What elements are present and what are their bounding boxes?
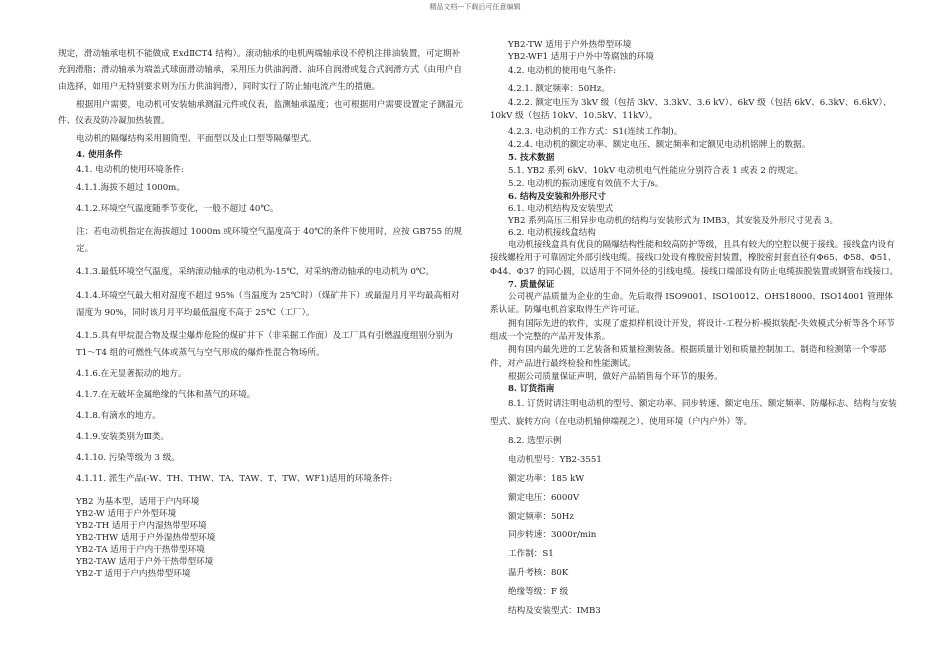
- paragraph: YB2-W 适用于户外型环境: [76, 508, 177, 519]
- paragraph: 拥有国际先进的软件，实现了虚拟样机设计开发，将设计-工程分析-模拟装配-失效模式分析等各个环节组成一个完整的产品开发体系。: [490, 318, 895, 342]
- paragraph: 4.2.3. 电动机的工作方式：S1(连续工作制)。: [508, 126, 683, 137]
- paragraph: YB2-T 适用于户内热带型环境: [76, 568, 191, 579]
- paragraph: 4.1.8.有滴水的地方。: [76, 411, 161, 422]
- section-heading: 5. 技术数据: [508, 152, 555, 163]
- section-heading: 8. 订货指南: [508, 383, 555, 394]
- paragraph: 注：若电动机指定在海拔超过 1000m 或环境空气温度高于 40℃的条件下使用时，应按 GB755 的规定。: [76, 227, 462, 255]
- paragraph: 4.1.11. 派生产品(-W、TH、THW、TA、TAW、T、TW、WF1)适用的环境条件:: [76, 473, 393, 484]
- paragraph: 温升考核：80K: [508, 568, 569, 579]
- paragraph: 电动机的隔爆结构采用圆筒型、平面型以及止口型等隔爆型式。: [76, 133, 317, 144]
- paragraph: 5.1. YB2 系列 6kV、10kV 电动机电气性能应分别符合表 1 或表 2 的规定。: [508, 165, 803, 176]
- paragraph: 4.1.10. 污染等级为 3 级。: [76, 452, 180, 463]
- paragraph: 4.1.4.环境空气最大相对湿度不超过 95%（当温度为 25℃时）（煤矿井下）或最湿月月平均最高相对湿度为 90%，同时该月月平均最低温度不高于 25℃（工厂）。: [76, 290, 460, 318]
- paragraph: 4.1.5.具有甲烷混合物及煤尘爆炸危险的煤矿井下（非采掘工作面）及工厂具有引燃温度组别分别为 T1～T4 组的可燃性气体或蒸气与空气形成的爆炸性混合物场所。: [76, 331, 453, 359]
- paragraph: 4.1.1.海拔不超过 1000m。: [76, 183, 185, 194]
- paragraph: 4.1.3.最低环境空气温度，采纳滚动轴承的电动机为-15℃，对采纳滑动轴承的电动机为 0℃。: [76, 267, 435, 278]
- paragraph: 4.2.2. 额定电压为 3kV 级（包括 3kV、3.3kV、3.6 kV）、6kV 级（包括 6kV、6.3kV、6.6kV）、10kV 级（包括 10kV、10.5kV、11kV）。: [490, 98, 892, 122]
- paragraph: 6.1. 电动机结构及安装型式: [508, 203, 614, 214]
- paragraph: YB2-TH 适用于户内湿热带型环境: [76, 520, 207, 531]
- paragraph: 4.1.7.在无破坏金属绝缘的气体和蒸气的环境。: [76, 390, 256, 401]
- paragraph: 结构及安装型式：IMB3: [508, 606, 601, 617]
- paragraph: 绝缘等级：F 级: [508, 587, 569, 598]
- paragraph: 规定，滑动轴承电机不能做成 ExdⅡCT4 结构）。滚动轴承的电机两端轴承设不停机注排油装置，可定期补充润滑脂；滑动轴承为端盖式球面滑动轴承，采用压力供油润滑、油环自润滑或复合式润滑方式（由用户自由选择，如用户无特别要求则为压力供油润滑），同时实行了防止轴电流产生的措施。: [58, 49, 462, 92]
- section-heading: 7. 质量保证: [508, 279, 555, 290]
- paragraph: 8.1. 订货时请注明电动机的型号、额定功率、同步转速、额定电压、额定频率、防爆标志、结构与安装型式、旋转方向（在电动机轴伸端视之）、使用环境（户内户外）等。: [490, 398, 897, 427]
- paragraph: YB2-WF1 适用于户外中等腐蚀的环境: [508, 52, 655, 63]
- paragraph: 根据用户需要，电动机可安装轴承测温元件或仪表，监测轴承温度；也可根据用户需要设置定子测温元件、仪表及防冷凝加热装置。: [58, 99, 463, 127]
- paragraph: 工作制：S1: [508, 549, 554, 560]
- paragraph: 4.1.6.在无显著振动的地方。: [76, 369, 187, 380]
- paragraph: YB2 为基本型，适用于户内环境: [76, 496, 200, 507]
- paragraph: YB2-TA 适用于户内干热带型环境: [76, 544, 205, 555]
- paragraph: 4.1.9.安装类别为Ⅲ类。: [76, 432, 170, 443]
- paragraph: 4.2.1. 额定频率：50Hz。: [508, 84, 610, 95]
- paragraph: 根据公司质量保证声明，做好产品销售每个环节的服务。: [508, 371, 723, 382]
- paragraph: YB2 系列高压三相异步电动机的结构与安装形式为 IMB3，其安装及外形尺寸见表 3。: [508, 215, 839, 226]
- paragraph: 4.1.2.环境空气温度随季节变化，一般不超过 40℃。: [76, 204, 279, 215]
- left-column: [58, 46, 463, 580]
- paragraph: YB2-TAW 适用于户外干热带型环境: [76, 556, 214, 567]
- section-heading: 4. 使用条件: [76, 149, 123, 160]
- section-heading: 6. 结构及安装和外形尺寸: [508, 191, 606, 202]
- paragraph: 5.2. 电动机的振动速度有效值不大于/s。: [508, 178, 664, 189]
- paragraph: 电动机接线盒具有优良的隔爆结构性能和较高防护等级，且具有较大的空腔以便于接线。接线盒内设有接线螺栓用于可靠固定外部引线电缆。接线口处设有橡胶密封装置，橡胶密封套直径有Φ65、Φ58、Φ51、Φ44、Φ37 的同心圆，以适用于不同外径的引线电缆。接线口端部设有防止电缆拔脱装置或钢管布线接口。: [490, 240, 899, 277]
- paragraph: YB2-THW 适用于户外湿热带型环境: [76, 532, 216, 543]
- paragraph: 额定电压：6000V: [508, 492, 580, 503]
- paragraph: 6.2. 电动机接线盒结构: [508, 228, 596, 238]
- paragraph: 4.2.4. 电动机的额定功率、额定电压、额定频率和定额见电动机铭牌上的数据。: [508, 139, 811, 150]
- paragraph: 电动机型号：YB2-3551: [508, 454, 602, 465]
- paragraph: 额定频率：50Hz: [508, 511, 574, 522]
- page-header: 精品文档---下载后可任意编辑: [429, 3, 521, 11]
- paragraph: 4.2. 电动机的使用电气条件:: [508, 66, 616, 77]
- right-column: [490, 40, 900, 618]
- paragraph: YB2-TW 适用于户外热带型环境: [508, 40, 632, 50]
- paragraph: 拥有国内最先进的工艺装备和质量检测装备。根据质量计划和质量控制加工、制造和检测第一个零部件，对产品进行最终检验和性能测试。: [490, 345, 887, 369]
- paragraph: 同步转速：3000r/min: [508, 530, 597, 541]
- paragraph: 8.2. 选型示例: [508, 436, 562, 447]
- paragraph: 4.1. 电动机的使用环境条件:: [76, 165, 184, 176]
- paragraph: 额定功率：185 kW: [508, 473, 585, 484]
- paragraph: 公司视产品质量为企业的生命。先后取得 ISO9001、ISO10012、OHS18000、ISO14001 管理体系认证。防爆电机首家取得生产许可证。: [490, 292, 894, 316]
